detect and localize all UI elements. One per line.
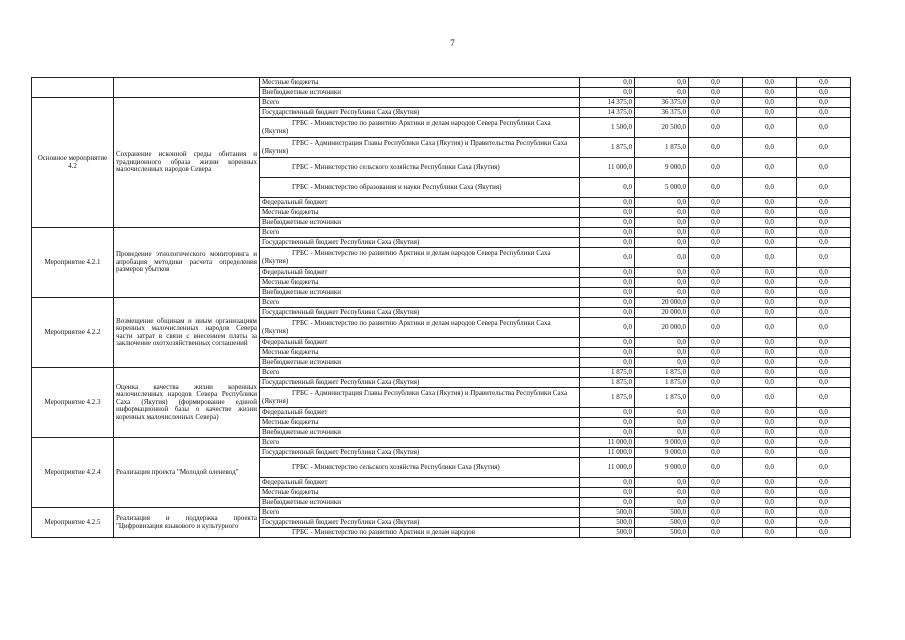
value-cell: 0,0 <box>797 368 851 378</box>
value-cell: 0,0 <box>797 208 851 218</box>
value-cell: 0,0 <box>635 248 689 268</box>
value-cell: 0,0 <box>797 378 851 388</box>
value-cell: 0,0 <box>743 368 797 378</box>
value-cell: 0,0 <box>743 98 797 108</box>
value-cell: 0,0 <box>689 178 743 198</box>
value-cell: 0,0 <box>580 88 635 98</box>
value-cell: 1 500,0 <box>580 118 635 138</box>
value-cell: 11 000,0 <box>580 438 635 448</box>
value-cell: 0,0 <box>689 428 743 438</box>
value-cell: 0,0 <box>743 478 797 488</box>
value-cell: 0,0 <box>743 518 797 528</box>
value-cell: 9 000,0 <box>635 438 689 448</box>
value-cell: 0,0 <box>689 288 743 298</box>
activity-name: Возмещение общинам и иным организациям коренных малочисленных народов Севера части затрат в связи с внесением платы за заключение охотхозяйственных соглашений <box>114 298 260 368</box>
value-cell: 0,0 <box>689 238 743 248</box>
value-cell: 0,0 <box>689 358 743 368</box>
activity-id: Основное мероприятие 4.2 <box>32 98 114 228</box>
value-cell: 0,0 <box>635 418 689 428</box>
value-cell: 0,0 <box>797 178 851 198</box>
value-cell: 0,0 <box>635 268 689 278</box>
funding-source: Местные бюджеты <box>260 488 580 498</box>
value-cell: 0,0 <box>580 78 635 88</box>
value-cell: 0,0 <box>580 338 635 348</box>
value-cell: 0,0 <box>797 338 851 348</box>
value-cell: 0,0 <box>635 278 689 288</box>
value-cell: 1 875,0 <box>580 368 635 378</box>
value-cell: 0,0 <box>580 208 635 218</box>
value-cell: 0,0 <box>797 508 851 518</box>
value-cell: 500,0 <box>635 508 689 518</box>
value-cell: 20 500,0 <box>635 118 689 138</box>
activity-name: Оценка качества жизни коренных малочисленных народов Севера Республики Саха (Якутия) (формирование единой информационной базы о качестве жизни коренных малочисленных Севера) <box>114 368 260 438</box>
value-cell: 0,0 <box>797 428 851 438</box>
funding-source: Федеральный бюджет <box>260 268 580 278</box>
value-cell: 0,0 <box>743 228 797 238</box>
value-cell: 0,0 <box>689 78 743 88</box>
value-cell: 0,0 <box>743 118 797 138</box>
value-cell: 0,0 <box>743 488 797 498</box>
value-cell: 500,0 <box>580 518 635 528</box>
value-cell: 20 000,0 <box>635 298 689 308</box>
value-cell: 0,0 <box>797 108 851 118</box>
value-cell: 0,0 <box>743 498 797 508</box>
value-cell: 0,0 <box>743 178 797 198</box>
funding-source: ГРБС - Министерство по развитию Арктики и делам народов <box>260 528 580 538</box>
value-cell: 0,0 <box>743 88 797 98</box>
value-cell: 0,0 <box>797 298 851 308</box>
value-cell: 0,0 <box>689 498 743 508</box>
activity-name: Сохранение исконной среды обитания и традиционного образа жизни коренных малочисленных народов Севера <box>114 98 260 228</box>
value-cell: 0,0 <box>743 288 797 298</box>
value-cell: 0,0 <box>797 448 851 458</box>
value-cell: 0,0 <box>689 478 743 488</box>
value-cell: 0,0 <box>743 438 797 448</box>
value-cell: 0,0 <box>797 438 851 448</box>
table-row <box>32 78 851 88</box>
value-cell: 0,0 <box>797 518 851 528</box>
funding-source: ГРБС - Министерство образования и науки Республики Саха (Якутия) <box>260 178 580 198</box>
budget-table <box>31 77 851 538</box>
value-cell: 0,0 <box>580 308 635 318</box>
value-cell: 0,0 <box>580 198 635 208</box>
value-cell: 0,0 <box>689 98 743 108</box>
value-cell: 0,0 <box>580 288 635 298</box>
value-cell: 11 000,0 <box>580 448 635 458</box>
value-cell: 9 000,0 <box>635 158 689 178</box>
funding-source: Внебюджетные источники <box>260 288 580 298</box>
value-cell: 0,0 <box>743 338 797 348</box>
table-row <box>32 228 851 238</box>
value-cell: 0,0 <box>797 278 851 288</box>
funding-source: Всего <box>260 298 580 308</box>
value-cell: 0,0 <box>797 528 851 538</box>
value-cell: 500,0 <box>635 518 689 528</box>
value-cell: 0,0 <box>797 218 851 228</box>
funding-source: Внебюджетные источники <box>260 88 580 98</box>
value-cell: 0,0 <box>580 268 635 278</box>
value-cell: 0,0 <box>743 318 797 338</box>
value-cell: 1 875,0 <box>580 378 635 388</box>
value-cell: 1 875,0 <box>580 138 635 158</box>
value-cell: 0,0 <box>689 448 743 458</box>
value-cell: 0,0 <box>743 408 797 418</box>
value-cell: 0,0 <box>635 238 689 248</box>
value-cell: 0,0 <box>635 488 689 498</box>
value-cell: 0,0 <box>689 318 743 338</box>
value-cell: 0,0 <box>797 158 851 178</box>
value-cell: 0,0 <box>797 138 851 158</box>
value-cell: 0,0 <box>797 488 851 498</box>
value-cell: 0,0 <box>743 268 797 278</box>
value-cell: 0,0 <box>580 408 635 418</box>
funding-source: Местные бюджеты <box>260 278 580 288</box>
value-cell: 20 000,0 <box>635 308 689 318</box>
value-cell: 0,0 <box>689 528 743 538</box>
value-cell: 1 875,0 <box>580 388 635 408</box>
funding-source: ГРБС - Администрация Главы Республики Саха (Якутия) и Правительства Республики Саха (Якутия) <box>260 138 580 158</box>
value-cell: 0,0 <box>743 108 797 118</box>
value-cell: 0,0 <box>797 238 851 248</box>
funding-source: Внебюджетные источники <box>260 498 580 508</box>
value-cell: 0,0 <box>580 298 635 308</box>
value-cell: 9 000,0 <box>635 448 689 458</box>
value-cell: 0,0 <box>635 78 689 88</box>
value-cell: 0,0 <box>689 338 743 348</box>
funding-source: ГРБС - Администрация Главы Республики Саха (Якутия) и Правительства Республики Саха (Якутия) <box>260 388 580 408</box>
activity-name: Реализация проекта "Молодой оленевод" <box>114 438 260 508</box>
funding-source: Государственный бюджет Республики Саха (Якутия) <box>260 238 580 248</box>
value-cell: 0,0 <box>689 368 743 378</box>
value-cell: 0,0 <box>635 348 689 358</box>
value-cell: 5 000,0 <box>635 178 689 198</box>
value-cell: 0,0 <box>797 268 851 278</box>
value-cell: 0,0 <box>635 88 689 98</box>
value-cell: 0,0 <box>689 458 743 478</box>
value-cell: 0,0 <box>689 518 743 528</box>
funding-source: Всего <box>260 438 580 448</box>
value-cell: 0,0 <box>689 378 743 388</box>
value-cell: 0,0 <box>797 228 851 238</box>
table-row <box>32 98 851 108</box>
table-row <box>32 438 851 448</box>
funding-source: Государственный бюджет Республики Саха (Якутия) <box>260 518 580 528</box>
value-cell: 0,0 <box>689 438 743 448</box>
funding-source: Всего <box>260 508 580 518</box>
value-cell: 500,0 <box>580 528 635 538</box>
table-row <box>32 298 851 308</box>
value-cell: 0,0 <box>797 458 851 478</box>
value-cell: 0,0 <box>580 358 635 368</box>
value-cell: 36 375,0 <box>635 98 689 108</box>
value-cell: 0,0 <box>797 198 851 208</box>
funding-source: Внебюджетные источники <box>260 358 580 368</box>
value-cell: 0,0 <box>635 218 689 228</box>
value-cell: 0,0 <box>580 218 635 228</box>
value-cell: 0,0 <box>580 348 635 358</box>
value-cell: 0,0 <box>689 268 743 278</box>
value-cell: 0,0 <box>580 228 635 238</box>
value-cell: 0,0 <box>743 308 797 318</box>
value-cell: 0,0 <box>743 458 797 478</box>
value-cell: 0,0 <box>689 298 743 308</box>
funding-source: Государственный бюджет Республики Саха (Якутия) <box>260 448 580 458</box>
value-cell: 0,0 <box>797 118 851 138</box>
value-cell: 0,0 <box>635 208 689 218</box>
value-cell: 0,0 <box>797 98 851 108</box>
value-cell: 0,0 <box>743 508 797 518</box>
activity-id: Мероприятие 4.2.2 <box>32 298 114 368</box>
value-cell: 0,0 <box>689 218 743 228</box>
value-cell: 0,0 <box>635 198 689 208</box>
value-cell: 0,0 <box>635 358 689 368</box>
value-cell: 0,0 <box>689 158 743 178</box>
value-cell: 0,0 <box>689 88 743 98</box>
value-cell: 0,0 <box>743 418 797 428</box>
activity-id: Мероприятие 4.2.3 <box>32 368 114 438</box>
value-cell: 0,0 <box>689 348 743 358</box>
value-cell: 1 875,0 <box>635 378 689 388</box>
value-cell: 0,0 <box>797 478 851 488</box>
value-cell: 20 000,0 <box>635 318 689 338</box>
value-cell: 0,0 <box>689 248 743 268</box>
value-cell: 0,0 <box>580 498 635 508</box>
activity-id: Мероприятие 4.2.1 <box>32 228 114 298</box>
value-cell: 0,0 <box>580 238 635 248</box>
funding-source: Государственный бюджет Республики Саха (Якутия) <box>260 378 580 388</box>
value-cell: 0,0 <box>743 348 797 358</box>
value-cell: 0,0 <box>689 208 743 218</box>
value-cell: 0,0 <box>743 208 797 218</box>
value-cell: 0,0 <box>743 528 797 538</box>
activity-id: Мероприятие 4.2.4 <box>32 438 114 508</box>
funding-source: Местные бюджеты <box>260 348 580 358</box>
value-cell: 0,0 <box>743 278 797 288</box>
funding-source: Государственный бюджет Республики Саха (Якутия) <box>260 308 580 318</box>
value-cell: 0,0 <box>797 318 851 338</box>
value-cell: 0,0 <box>689 488 743 498</box>
value-cell: 1 875,0 <box>635 138 689 158</box>
value-cell: 0,0 <box>580 248 635 268</box>
activity-id <box>32 78 114 98</box>
funding-source: Внебюджетные источники <box>260 428 580 438</box>
value-cell: 0,0 <box>635 338 689 348</box>
value-cell: 0,0 <box>689 278 743 288</box>
value-cell: 0,0 <box>743 448 797 458</box>
value-cell: 0,0 <box>743 298 797 308</box>
value-cell: 11 000,0 <box>580 158 635 178</box>
value-cell: 0,0 <box>689 408 743 418</box>
funding-source: Всего <box>260 368 580 378</box>
funding-source: Федеральный бюджет <box>260 338 580 348</box>
activity-id: Мероприятие 4.2.5 <box>32 508 114 538</box>
funding-source: Местные бюджеты <box>260 208 580 218</box>
funding-source: Местные бюджеты <box>260 78 580 88</box>
value-cell: 0,0 <box>635 478 689 488</box>
value-cell: 500,0 <box>635 528 689 538</box>
value-cell: 0,0 <box>580 318 635 338</box>
value-cell: 0,0 <box>580 418 635 428</box>
value-cell: 0,0 <box>689 308 743 318</box>
funding-source: Федеральный бюджет <box>260 198 580 208</box>
value-cell: 9 000,0 <box>635 458 689 478</box>
funding-source: Федеральный бюджет <box>260 478 580 488</box>
value-cell: 0,0 <box>743 78 797 88</box>
table-row <box>32 508 851 518</box>
value-cell: 0,0 <box>797 388 851 408</box>
funding-source: Всего <box>260 228 580 238</box>
value-cell: 0,0 <box>580 278 635 288</box>
value-cell: 1 875,0 <box>635 388 689 408</box>
value-cell: 0,0 <box>689 198 743 208</box>
value-cell: 0,0 <box>689 138 743 158</box>
value-cell: 0,0 <box>689 508 743 518</box>
value-cell: 0,0 <box>743 138 797 158</box>
value-cell: 0,0 <box>797 88 851 98</box>
value-cell: 14 375,0 <box>580 98 635 108</box>
value-cell: 500,0 <box>580 508 635 518</box>
value-cell: 0,0 <box>580 478 635 488</box>
value-cell: 0,0 <box>689 118 743 138</box>
funding-source: Всего <box>260 98 580 108</box>
value-cell: 0,0 <box>580 178 635 198</box>
value-cell: 0,0 <box>743 388 797 408</box>
funding-source: Федеральный бюджет <box>260 408 580 418</box>
value-cell: 0,0 <box>743 248 797 268</box>
value-cell: 0,0 <box>580 428 635 438</box>
value-cell: 0,0 <box>580 488 635 498</box>
activity-name: Проведение этнологического мониторинга и апробация методики расчета определения размеров убытков <box>114 228 260 298</box>
activity-name <box>114 78 260 98</box>
value-cell: 0,0 <box>689 388 743 408</box>
value-cell: 0,0 <box>743 218 797 228</box>
value-cell: 0,0 <box>743 198 797 208</box>
value-cell: 0,0 <box>797 78 851 88</box>
value-cell: 1 875,0 <box>635 368 689 378</box>
value-cell: 0,0 <box>743 378 797 388</box>
funding-source: Местные бюджеты <box>260 418 580 428</box>
value-cell: 0,0 <box>797 348 851 358</box>
funding-source: Государственный бюджет Республики Саха (Якутия) <box>260 108 580 118</box>
activity-name: Реализация и поддержка проекта "Цифровизация языкового и культурного <box>114 508 260 538</box>
funding-source: ГРБС - Министерство сельского хозяйства Республики Саха (Якутия) <box>260 158 580 178</box>
value-cell: 0,0 <box>743 428 797 438</box>
page-number: 7 <box>450 38 455 48</box>
value-cell: 0,0 <box>635 408 689 418</box>
value-cell: 0,0 <box>797 498 851 508</box>
funding-source: Внебюджетные источники <box>260 218 580 228</box>
value-cell: 0,0 <box>689 418 743 428</box>
value-cell: 0,0 <box>797 308 851 318</box>
value-cell: 0,0 <box>797 358 851 368</box>
value-cell: 0,0 <box>689 228 743 238</box>
value-cell: 0,0 <box>635 498 689 508</box>
funding-source: ГРБС - Министерство сельского хозяйства Республики Саха (Якутия) <box>260 458 580 478</box>
funding-source: ГРБС - Министерство по развитию Арктики и делам народов Севера Республики Саха (Якутия) <box>260 318 580 338</box>
funding-source: ГРБС - Министерство по развитию Арктики и делам народов Севера Республики Саха (Якутия) <box>260 248 580 268</box>
value-cell: 0,0 <box>797 248 851 268</box>
value-cell: 0,0 <box>635 428 689 438</box>
value-cell: 36 375,0 <box>635 108 689 118</box>
value-cell: 11 000,0 <box>580 458 635 478</box>
value-cell: 0,0 <box>743 238 797 248</box>
value-cell: 0,0 <box>635 228 689 238</box>
value-cell: 0,0 <box>689 108 743 118</box>
funding-source: ГРБС - Министерство по развитию Арктики и делам народов Севера Республики Саха (Якутия) <box>260 118 580 138</box>
value-cell: 0,0 <box>797 408 851 418</box>
value-cell: 0,0 <box>797 418 851 428</box>
value-cell: 14 375,0 <box>580 108 635 118</box>
table-row <box>32 368 851 378</box>
value-cell: 0,0 <box>743 158 797 178</box>
value-cell: 0,0 <box>635 288 689 298</box>
value-cell: 0,0 <box>797 288 851 298</box>
value-cell: 0,0 <box>743 358 797 368</box>
